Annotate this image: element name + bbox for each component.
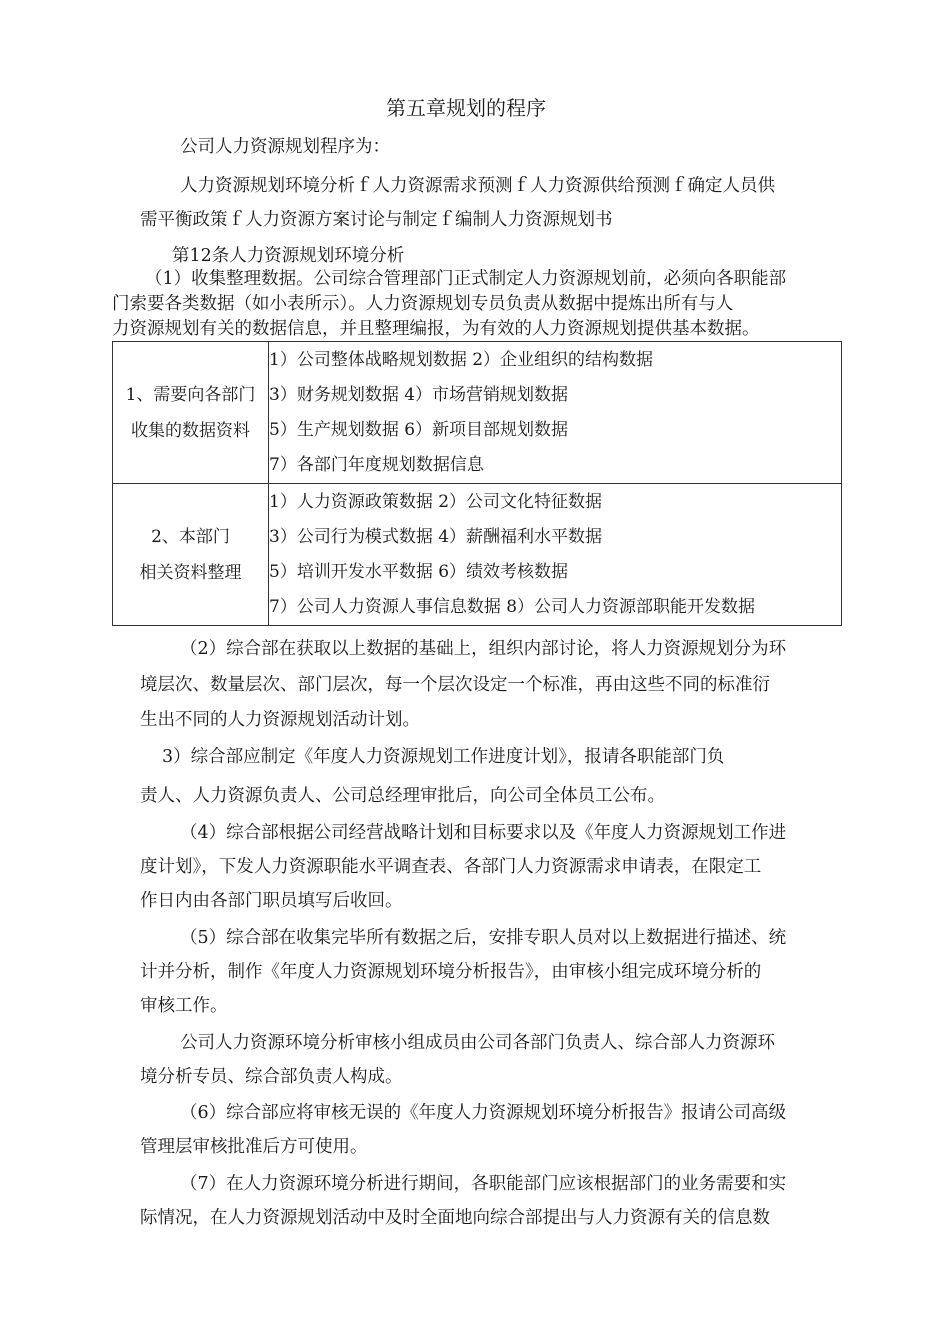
table-items-cell — [269, 342, 842, 484]
para-3-line-2: 责人、人力资源负责人、公司总经理审批后，向公司全体员工公布。 — [140, 786, 665, 806]
para-1-line-3: 力资源规划有关的数据信息，并且整理编报，为有效的人力资源规划提供基本数据。 — [112, 319, 760, 339]
para-8-line-1: （7）在人力资源环境分析进行期间，各职能部门应该根据部门的业务需要和实 — [180, 1174, 787, 1194]
table-category-cell — [113, 484, 269, 626]
para-4-line-3: 作日内由各部门职员填写后收回。 — [140, 891, 403, 911]
table-item: 7）公司人力资源人事信息数据 8）公司人力资源部职能开发数据 — [269, 596, 756, 617]
table-category-cell — [113, 342, 269, 484]
para-1-line-2: 门索要各类数据（如小表所示）。人力资源规划专员负责从数据中提炼出所有与人 — [112, 294, 734, 314]
para-6-line-2: 境分析专员、综合部负责人构成。 — [140, 1067, 403, 1087]
para-4-line-2: 度计划》，下发人力资源职能水平调查表、各部门人力资源需求申请表，在限定工 — [140, 857, 762, 877]
para-5-line-3: 审核工作。 — [140, 996, 228, 1016]
category-line: 2、本部门 — [151, 526, 230, 547]
flow-line-2: 需平衡政策ｆ人力资源方案讨论与制定ｆ编制人力资源规划书 — [140, 210, 613, 230]
intro-line: 公司人力资源规划程序为： — [180, 137, 390, 157]
table-items-cell — [269, 484, 842, 626]
page-title: 第五章规划的程序 — [386, 96, 546, 120]
article-heading: 第12条人力资源规划环境分析 — [172, 246, 405, 266]
table-item: 3）财务规划数据 4）市场营销规划数据 — [269, 384, 569, 405]
category-line: 收集的数据资料 — [131, 420, 250, 441]
table-item: 5）生产规划数据 6）新项目部规划数据 — [269, 419, 569, 440]
para-4-line-1: （4）综合部根据公司经营战略计划和目标要求以及《年度人力资源规划工作进 — [180, 823, 787, 843]
para-1-line-1: （1）收集整理数据。公司综合管理部门正式制定人力资源规划前，必须向各职能部 — [145, 269, 787, 289]
para-6-line-1: 公司人力资源环境分析审核小组成员由公司各部门负责人、综合部人力资源环 — [180, 1033, 775, 1053]
table-item: 3）公司行为模式数据 4）薪酬福利水平数据 — [269, 526, 603, 547]
data-table — [112, 341, 842, 626]
para-2-line-1: （2）综合部在获取以上数据的基础上，组织内部讨论，将人力资源规划分为环 — [180, 639, 787, 659]
flow-line-1: 人力资源规划环境分析ｆ人力资源需求预测ｆ人力资源供给预测ｆ确定人员供 — [180, 176, 775, 196]
table-row — [113, 484, 842, 626]
para-5-line-1: （5）综合部在收集完毕所有数据之后，安排专职人员对以上数据进行描述、统 — [180, 928, 787, 948]
para-3-line-1: 3）综合部应制定《年度人力资源规划工作进度计划》，报请各职能部门负 — [162, 747, 725, 767]
para-7-line-2: 管理层审核批准后方可使用。 — [140, 1137, 368, 1157]
table-item: 7）各部门年度规划数据信息 — [269, 454, 484, 475]
table-item: 5）培训开发水平数据 6）绩效考核数据 — [269, 561, 569, 582]
para-5-line-2: 计并分析，制作《年度人力资源规划环境分析报告》，由审核小组完成环境分析的 — [140, 962, 762, 982]
para-7-line-1: （6）综合部应将审核无误的《年度人力资源规划环境分析报告》报请公司高级 — [180, 1103, 787, 1123]
category-line: 1、需要向各部门 — [125, 384, 256, 405]
para-8-line-2: 际情况，在人力资源规划活动中及时全面地向综合部提出与人力资源有关的信息数 — [140, 1208, 770, 1228]
para-2-line-2: 境层次、数量层次、部门层次，每一个层次设定一个标准，再由这些不同的标准衍 — [140, 675, 770, 695]
table-item: 1）公司整体战略规划数据 2）企业组织的结构数据 — [269, 349, 654, 370]
para-2-line-3: 生出不同的人力资源规划活动计划。 — [140, 710, 420, 730]
category-line: 相关资料整理 — [139, 562, 242, 583]
table-row — [113, 342, 842, 484]
table-item: 1）人力资源政策数据 2）公司文化特征数据 — [269, 491, 603, 512]
